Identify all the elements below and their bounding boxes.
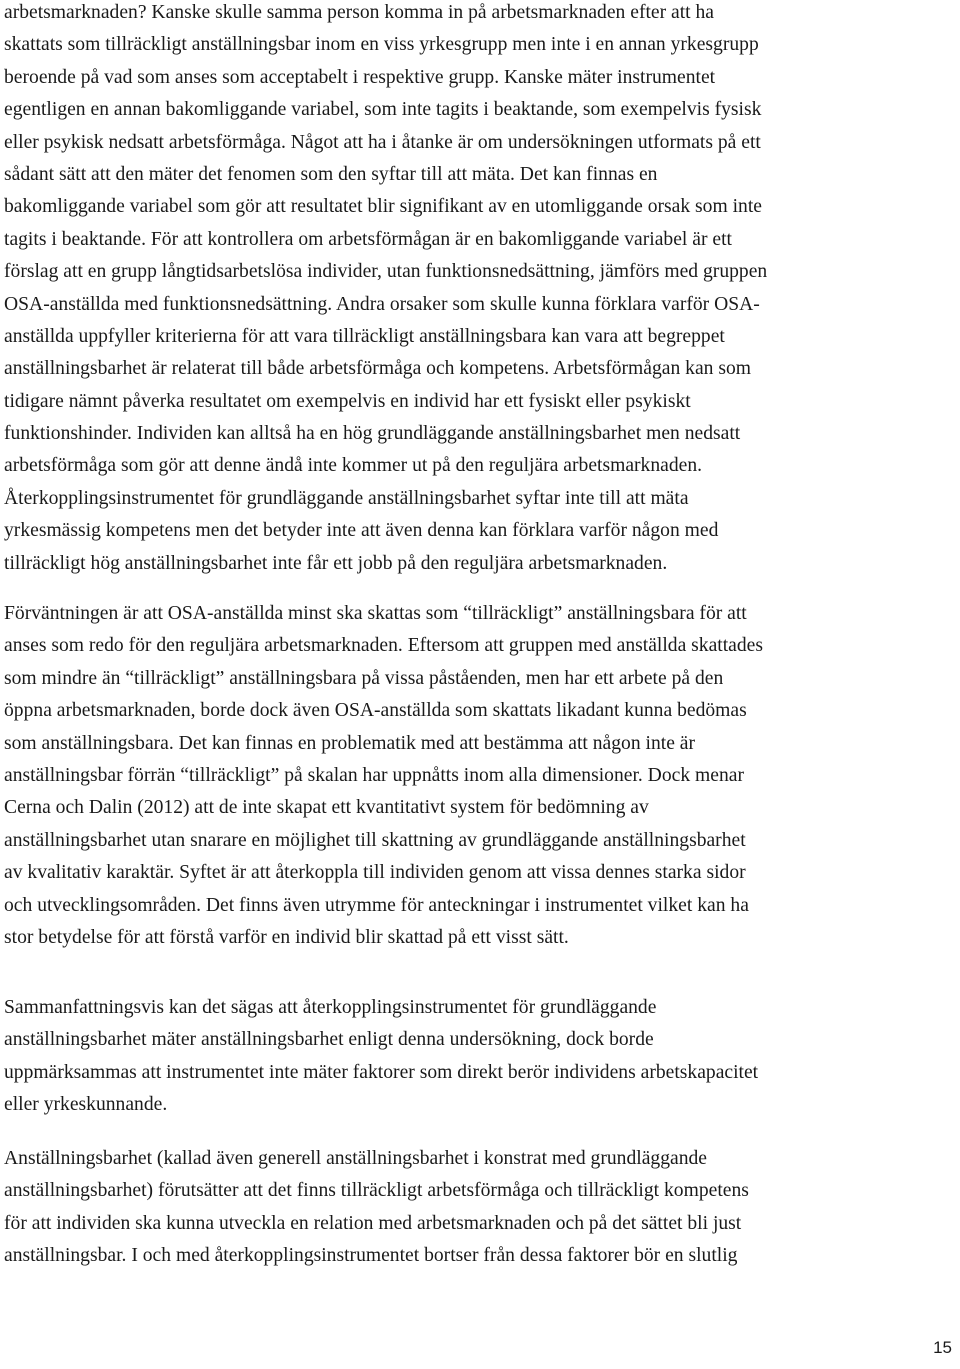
text-line: öppna arbetsmarknaden, borde dock även OSA-anställda som skattats likadant kunna bedömas	[4, 700, 747, 722]
paragraph-2	[4, 598, 958, 954]
text-line: Cerna och Dalin (2012) att de inte skapat ett kvantitativt system för bedömning av	[4, 797, 649, 819]
text-line: anses som redo för den reguljära arbetsmarknaden. Eftersom att gruppen med anställda skattades	[4, 635, 763, 657]
paragraph-4	[4, 1143, 958, 1273]
text-line: bakomliggande variabel som gör att resultatet blir signifikant av en utomliggande orsak som inte	[4, 196, 762, 218]
text-line: anställningsbarhet mäter anställningsbarhet enligt denna undersökning, dock borde	[4, 1029, 654, 1051]
paragraph-1	[4, 0, 958, 580]
text-line: arbetsmarknaden? Kanske skulle samma person komma in på arbetsmarknaden efter att ha	[4, 2, 715, 23]
text-line: sådant sätt att den mäter det fenomen som den syftar till att mäta. Det kan finnas en	[4, 163, 658, 185]
text-line: förslag att en grupp långtidsarbetslösa individer, utan funktionsnedsättning, jämförs med gruppen	[4, 261, 768, 283]
text-line: Anställningsbarhet (kallad även generell anställningsbarhet i konstrat med grundläggande	[4, 1148, 707, 1169]
text-line: Förväntningen är att OSA-anställda minst ska skattas som “tillräckligt” anställningsbara för att	[4, 603, 747, 624]
text-line: beroende på vad som anses som acceptabelt i respektive grupp. Kanske mäter instrumentet	[4, 66, 716, 88]
text-line: tillräckligt hög anställningsbarhet inte får ett jobb på den reguljära arbetsmarknaden.	[4, 552, 668, 574]
text-line: och utvecklingsområden. Det finns även utrymme för anteckningar i instrumentet vilket kan ha	[4, 894, 749, 916]
text-line: av kvalitativ karaktär. Syftet är att återkoppla till individen genom att vissa dennes starka sidor	[4, 862, 746, 884]
text-line: anställningsbar. I och med återkopplingsinstrumentet bortser från dessa faktorer bör en slutlig	[4, 1245, 738, 1267]
text-line: funktionshinder. Individen kan alltså ha en hög grundläggande anställningsbarhet men nedsatt	[4, 423, 741, 445]
page-number: 15	[933, 1338, 952, 1357]
text-line: egentligen en annan bakomliggande variabel, som inte tagits i beaktande, som exempelvis fysisk	[4, 99, 762, 121]
text-line: anställningsbarhet är relaterat till både arbetsförmåga och kompetens. Arbetsförmågan kan som	[4, 358, 752, 380]
text-line: stor betydelse för att förstå varför en individ blir skattad på ett visst sätt.	[4, 926, 569, 948]
text-line: Sammanfattningsvis kan det sägas att återkopplingsinstrumentet för grundläggande	[4, 997, 657, 1018]
text-line: som mindre än “tillräckligt” anställningsbara på vissa påståenden, men har ett arbete på den	[4, 667, 724, 689]
text-line: tidigare nämnt påverka resultatet om exempelvis en individ har ett fysiskt eller psykiskt	[4, 390, 691, 412]
text-line: yrkesmässig kompetens men det betyder inte att även denna kan förklara varför någon med	[4, 520, 719, 542]
text-line: arbetsförmåga som gör att denne ändå inte kommer ut på den reguljära arbetsmarknaden.	[4, 455, 703, 477]
text-line: OSA-anställda med funktionsnedsättning. Andra orsaker som skulle kunna förklara varför OSA-	[4, 293, 760, 315]
text-line: som anställningsbara. Det kan finnas en problematik med att bestämma att någon inte är	[4, 732, 696, 754]
text-line: skattats som tillräckligt anställningsbar inom en viss yrkesgrupp men inte i en annan yrkesgrupp	[4, 34, 759, 56]
text-line: uppmärksammas att instrumentet inte mäter faktorer som direkt berör individens arbetskapacitet	[4, 1061, 759, 1083]
text-line: eller yrkeskunnande.	[4, 1094, 168, 1116]
text-line: anställda uppfyller kriterierna för att vara tillräckligt anställningsbara kan vara att begreppet	[4, 325, 725, 347]
text-line: anställningsbar förrän “tillräckligt” på skalan har uppnåtts inom alla dimensioner. Dock menar	[4, 764, 744, 786]
text-line: anställningsbarhet) förutsätter att det finns tillräckligt arbetsförmåga och tillräckligt kompetens	[4, 1180, 749, 1202]
text-line: för att individen ska kunna utveckla en relation med arbetsmarknaden och på det sättet bli just	[4, 1212, 742, 1234]
text-line: anställningsbarhet utan snarare en möjlighet till skattning av grundläggande anställningsbarhet	[4, 829, 746, 851]
text-line: tagits i beaktande. För att kontrollera om arbetsförmågan är en bakomliggande variabel är ett	[4, 228, 732, 250]
paragraph-3	[4, 992, 958, 1122]
text-line: eller psykisk nedsatt arbetsförmåga. Något att ha i åtanke är om undersökningen utformats på ett	[4, 131, 761, 153]
text-line: Återkopplingsinstrumentet för grundläggande anställningsbarhet syftar inte till att mäta	[4, 487, 689, 509]
